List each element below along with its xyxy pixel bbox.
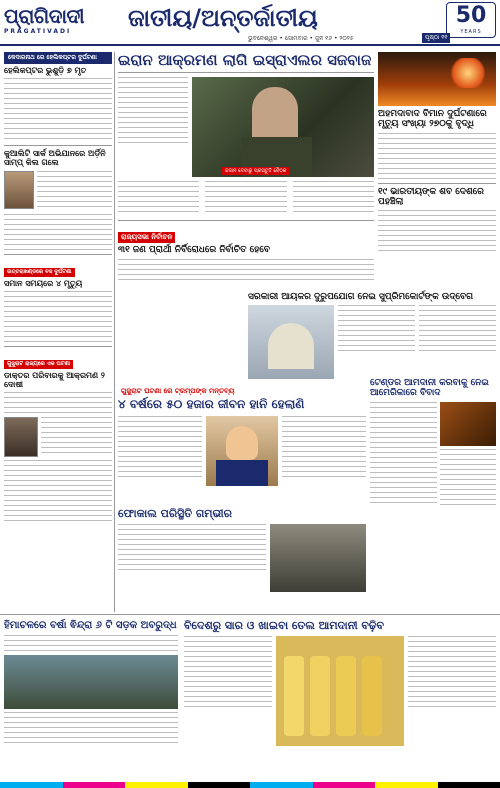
masthead [0, 0, 500, 46]
focal-photo [270, 524, 366, 592]
left-story-1 [4, 52, 112, 139]
right-headline-2[interactable]: ୧୯ ଭାରତୀୟଙ୍କ ଶବ ଦେଶରେ ପହଞ୍ଚିଲା [378, 186, 484, 208]
person-photo [4, 417, 38, 457]
fire-photo [378, 52, 496, 106]
story-headline[interactable]: ହେଲିକପ୍ଟର ଭୁଶୁଡ଼ି ୭ ମୃତ [4, 66, 87, 75]
focal-body [118, 524, 266, 592]
import-body [184, 636, 272, 746]
sub-body [118, 259, 374, 280]
lead-photo [192, 77, 374, 177]
supreme-headline[interactable]: ସରକାରୀ ଆୟକର ଦୁରୁପଯୋଗ ନେଇ ସୁପ୍ରିମକୋର୍ଟଙ୍କ ଉଦ୍ବେଗ [248, 292, 474, 302]
himachal-headline[interactable]: ହିମାଚଳରେ ବର୍ଷା ଵିନ୍ଦ୍ରା ୬ ଟି ସଡ଼କ ଅବରୁଦ୍ଧ [4, 620, 177, 631]
trade-body [370, 402, 437, 509]
lead-story [118, 52, 374, 284]
left-column [4, 52, 112, 525]
himachal-body [4, 712, 178, 743]
brand-subtitle: PRAGATIVADI [4, 28, 72, 35]
section-title: ଜାତୀୟ/ଅନ୍ତର୍ଜାତୀୟ [128, 4, 318, 32]
brand-name: ପ୍ରାଗିଦାଦୀ [4, 4, 85, 28]
supreme-body [338, 305, 415, 379]
right-column [378, 52, 496, 255]
page-number: ପୃଷ୍ଠା ୧୧ [422, 33, 450, 43]
story-body [4, 460, 112, 521]
big-headline[interactable]: ୪ ବର୍ଷରେ ୫୦ ହଜାର ଜୀବନ ହାନି ହେଲାଣି [118, 397, 305, 411]
himachal-body [4, 635, 178, 651]
import-story [184, 620, 496, 746]
left-story-4 [4, 346, 112, 521]
lead-body [205, 181, 286, 216]
trump-kicker: ଗୁଜୁରାଟ ଘଟଣା ରେ ଟ୍ରମ୍ପଙ୍କ ମନ୍ତବ୍ୟ [118, 386, 238, 397]
left-story-3 [4, 254, 112, 342]
import-headline[interactable]: ବିଦେଶରୁ ସାର ଓ ଖାଇବା ତେଲ ଆମଦାନୀ ବଢ଼ିବ [184, 619, 385, 632]
lead-body [118, 181, 199, 216]
sub-kicker: ରାଜ୍ୟସଭା ନିର୍ବାଚନ [118, 232, 175, 243]
dateline: ଭୁବନେଶ୍ୱର • ସୋମବାର • ଜୁନ ୧୬ • ୨୦୨୫ [248, 35, 354, 42]
story-body [4, 78, 112, 139]
print-color-bar [0, 782, 500, 788]
trump-body [118, 416, 202, 486]
jubilee-badge [446, 2, 496, 38]
story-headline[interactable]: ସମାନ ସମୟରେ ୪ ମୃତ୍ୟୁ [4, 278, 83, 288]
trade-story [370, 378, 496, 509]
oil-bottles-photo [276, 636, 404, 746]
import-body [408, 636, 496, 746]
lead-headline[interactable]: ଇରାନ ଆକ୍ରମଣ ଲାଗି ଇସ୍ରାଏଲର ସଜବାଜ [118, 52, 374, 73]
story-headline[interactable]: ଡାକ୍ତର ପରିବାରକୁ ଆକ୍ରମଣ ୨ ଦୋଷୀ [4, 370, 105, 389]
column-divider [114, 52, 115, 612]
court-photo [248, 305, 334, 379]
trump-story [118, 378, 366, 486]
story-kicker: ଉତ୍ତରାଖଣ୍ଡରେ ବସ ଦୁର୍ଘଟଣା [4, 268, 75, 277]
supreme-court-story [248, 292, 496, 379]
person-photo [4, 171, 34, 209]
story-headline[interactable]: କୁଆଲିଟି ସାର୍କ ଅଭିଯାନରେ ଅର୍ଡ଼ିନି ସାମ୍ପ୍ କିଲ ଗଲେ [4, 149, 106, 168]
section-divider [0, 614, 500, 615]
himachal-photo [4, 655, 178, 709]
sub-headline[interactable]: ୩୧ ଜଣ ପ୍ରାର୍ଥୀ ନିର୍ବିରୋଧରେ ନିର୍ବାଚିତ ହେବେ [118, 245, 271, 256]
right-headline-1[interactable]: ଅହମଦାବାଦ ବିମାନ ଦୁର୍ଘଟଣାରେ ମୃତ୍ୟୁ ସଂଖ୍ୟା ୨୭୦କୁ ବୃଦ୍ଧି [378, 109, 487, 130]
left-story-2 [4, 145, 112, 249]
story-body [4, 291, 112, 342]
trump-photo [206, 416, 278, 486]
story-body [4, 214, 112, 250]
lead-body [118, 77, 188, 177]
himachal-story [4, 620, 178, 747]
trade-photo [440, 402, 496, 446]
focal-story [118, 508, 366, 592]
newspaper-logo[interactable] [4, 4, 122, 38]
trump-body [282, 416, 366, 486]
lead-body [293, 181, 374, 216]
focal-headline[interactable]: ଫୋକାଲ ପରିସ୍ଥିତି ଗମ୍ଭୀର [118, 507, 232, 520]
story-body [41, 417, 112, 457]
jubilee-text: YEARS [460, 29, 482, 35]
story-body [37, 171, 112, 211]
supreme-body [419, 305, 496, 379]
trade-body [440, 449, 496, 505]
story-kicker: କେଦାରନାଥ ରେ ହେଲିକପ୍ଟର ଦୁର୍ଘଟଣା [4, 52, 112, 64]
story-body [4, 392, 112, 413]
jubilee-number: 50 [455, 3, 487, 28]
right-body-2 [378, 210, 496, 251]
trade-headline[interactable]: ଟେଣ୍ଡର ଆମଦାନୀ କରବାକୁ ନେଇ ଆମେରିକାରେ ବିବାଦ [370, 378, 489, 399]
story-kicker: ଗୁଜୁରାଟ ରାଜ୍ୟରେ ଏକ ଘଟଣା [4, 360, 73, 369]
photo-caption: ଜଜାନ ଦେବାରୁ ପ୍ରସ୍ତୁତି ବୈଠକ [222, 167, 289, 175]
right-body-1 [378, 133, 496, 179]
